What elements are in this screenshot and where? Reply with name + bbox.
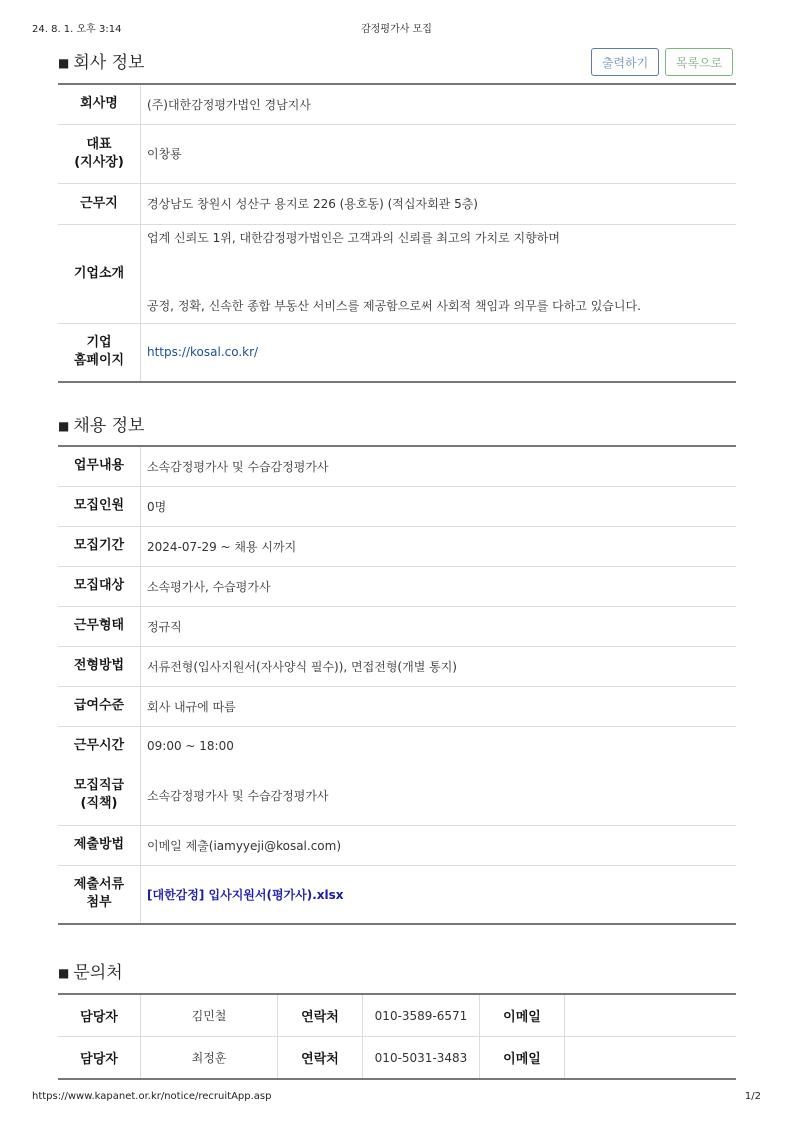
company-intro: 업계 신뢰도 1위, 대한감정평가법인은 고객과의 신뢰를 최고의 가치로 지향하며 공정, 정확, 신속한 종합 부동산 서비스를 제공함으로써 사회적 책임과 의무를 다하고 있습니다. [141, 224, 737, 323]
table-row [58, 825, 736, 865]
row-value: 정규직 [141, 606, 737, 646]
row-label: 회사명 [58, 84, 141, 124]
table-row [58, 1037, 736, 1080]
table-row [58, 183, 736, 224]
list-button[interactable]: 목록으로 [665, 48, 733, 76]
recruit-info-table [58, 445, 736, 925]
contact-phone: 010-3589-6571 [363, 994, 480, 1037]
row-label: 급여수준 [58, 686, 141, 726]
company-section-title: ■ 회사 정보 [58, 53, 145, 73]
row-label: 제출서류 첨부 [58, 865, 141, 924]
table-row [58, 686, 736, 726]
recruit-submit: 이메일 제출(iamyyeji@kosal.com) [141, 825, 737, 865]
contact-phone-label: 연락처 [278, 1037, 363, 1080]
square-bullet-icon: ■ [58, 419, 70, 433]
row-label: 근무시간 [58, 726, 141, 766]
square-bullet-icon: ■ [58, 966, 70, 980]
print-url: https://www.kapanet.or.kr/notice/recruitApp.asp [32, 1091, 272, 1102]
table-row [58, 323, 736, 382]
contact-email-label: 이메일 [480, 994, 565, 1037]
row-label: 근무형태 [58, 606, 141, 646]
row-label: 모집기간 [58, 526, 141, 566]
table-row [58, 446, 736, 486]
contact-person: 김민철 [141, 994, 278, 1037]
row-label: 전형방법 [58, 646, 141, 686]
contact-person: 최정훈 [141, 1037, 278, 1080]
company-location: 경상남도 창원시 성산구 용지로 226 (용호동) (적십자회관 5층) [141, 183, 737, 224]
page-number: 1/2 [744, 1091, 761, 1102]
row-label: 업무내용 [58, 446, 141, 486]
table-row [58, 646, 736, 686]
table-row [58, 566, 736, 606]
recruit-position: 소속감정평가사 및 수습감정평가사 [147, 788, 329, 803]
row-value: 서류전형(입사지원서(자사양식 필수)), 면접전형(개별 통지) [141, 646, 737, 686]
row-value: 소속감정평가사 및 수습감정평가사 [147, 459, 329, 474]
square-bullet-icon: ■ [58, 56, 70, 70]
row-label: 제출방법 [58, 825, 141, 865]
row-label: 기업소개 [58, 224, 141, 323]
table-row [58, 224, 736, 323]
table-row [58, 606, 736, 646]
table-row [58, 526, 736, 566]
row-value: 회사 내규에 따름 [141, 686, 737, 726]
contact-section-title: ■ 문의처 [58, 963, 123, 983]
contact-phone-label: 연락처 [278, 994, 363, 1037]
company-name: (주)대한감정평가법인 경남지사 [147, 97, 311, 112]
row-value: 소속평가사, 수습평가사 [141, 566, 737, 606]
table-row [58, 994, 736, 1037]
row-value: 0명 [141, 486, 737, 526]
print-header [32, 20, 761, 36]
table-row [58, 865, 736, 924]
contact-person-label: 담당자 [58, 1037, 141, 1080]
company-info-table [58, 83, 736, 383]
row-label: 대표 (지사장) [58, 124, 141, 183]
row-label: 근무지 [58, 183, 141, 224]
contact-email [565, 994, 737, 1037]
row-value: 09:00 ~ 18:00 [141, 726, 737, 766]
print-button[interactable]: 출력하기 [591, 48, 659, 76]
table-row [58, 84, 736, 124]
row-value: 2024-07-29 ~ 채용 시까지 [141, 526, 737, 566]
table-row [58, 124, 736, 183]
row-label: 모집대상 [58, 566, 141, 606]
row-label: 모집직급 (직책) [58, 766, 141, 825]
contact-phone: 010-5031-3483 [363, 1037, 480, 1080]
print-date: 24. 8. 1. 오후 3:14 [32, 24, 122, 35]
table-row [58, 766, 736, 825]
recruit-section-title: ■ 채용 정보 [58, 416, 145, 436]
contact-email [565, 1037, 737, 1080]
contact-email-label: 이메일 [480, 1037, 565, 1080]
contact-table [58, 993, 736, 1080]
table-row [58, 726, 736, 766]
homepage-link[interactable]: https://kosal.co.kr/ [147, 345, 259, 360]
row-label: 모집인원 [58, 486, 141, 526]
print-footer [32, 1091, 761, 1107]
row-label: 기업 홈페이지 [58, 323, 141, 382]
table-row [58, 486, 736, 526]
attachment-file-link[interactable]: [대한감정] 입사지원서(평가사).xlsx [147, 887, 344, 902]
print-title: 감정평가사 모집 [361, 24, 432, 35]
contact-person-label: 담당자 [80, 1010, 118, 1025]
company-rep: 이창룡 [141, 124, 737, 183]
